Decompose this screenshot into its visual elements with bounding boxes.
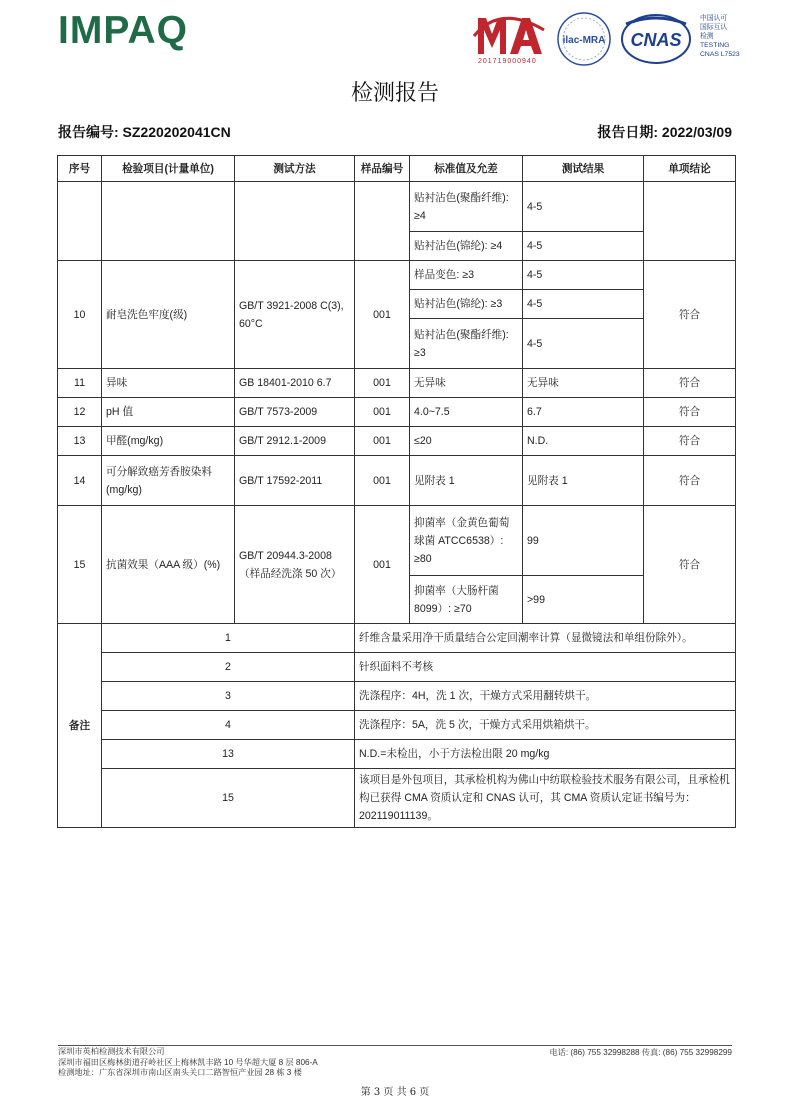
cell-sample: 001: [355, 369, 410, 398]
cell-sample: 001: [355, 506, 410, 624]
cell-standard: ≤20: [410, 427, 523, 456]
remark-row: [58, 769, 736, 828]
cell-standard: 贴衬沾色(锦纶): ≥4: [410, 232, 523, 261]
remark-text: 纤维含量采用净干质量结合公定回潮率计算（显微镜法和单组份除外）。: [355, 624, 736, 653]
footer-address-block: [58, 1047, 318, 1079]
cell-standard: 抑菌率（大肠杆菌 8099）: ≥70: [410, 576, 523, 624]
remark-no: 2: [102, 653, 355, 682]
remark-text: 洗涤程序：5A，洗 5 次，干燥方式采用烘箱烘干。: [355, 711, 736, 740]
cell-no: 14: [58, 456, 102, 506]
cell-result: 99: [523, 506, 644, 576]
remark-row: [58, 682, 736, 711]
method-line-2: （样品经洗涤 50 次）: [239, 567, 342, 580]
col-header-standard: 标准值及允差: [410, 156, 523, 182]
remark-no: 3: [102, 682, 355, 711]
cell-conclusion: 符合: [644, 506, 736, 624]
cnas-label: CNAS: [630, 30, 682, 50]
cell-result: 见附表 1: [523, 456, 644, 506]
cma-number: 201719000940: [478, 58, 537, 65]
col-header-conclusion: 单项结论: [644, 156, 736, 182]
cell-result: >99: [523, 576, 644, 624]
remark-no: 1: [102, 624, 355, 653]
cell-result: N.D.: [523, 427, 644, 456]
cell-method: GB/T 7573-2009: [235, 398, 355, 427]
cell-conclusion: 符合: [644, 456, 736, 506]
cell-standard: 抑菌率（金黄色葡萄球菌 ATCC6538）: ≥80: [410, 506, 523, 576]
cell-standard: 见附表 1: [410, 456, 523, 506]
report-number: 报告编号: SZ220202041CN: [58, 124, 231, 140]
footer-contact: 电话: (86) 755 32998288 传真: (86) 755 32998299: [549, 1048, 732, 1057]
remarks-label: 备注: [58, 624, 102, 828]
cell-item: [102, 182, 235, 261]
remark-no: 13: [102, 740, 355, 769]
cnas-logo: [622, 15, 690, 63]
cell-item: 可分解致癌芳香胺染料(mg/kg): [102, 456, 235, 506]
cell-result: 4-5: [523, 232, 644, 261]
cell-result: 4-5: [523, 182, 644, 232]
remark-row: [58, 624, 736, 653]
cell-method: GB/T 3921-2008 C(3), 60°C: [235, 261, 355, 369]
remark-text: N.D.=未检出，小于方法检出限 20 mg/kg: [355, 740, 736, 769]
cell-no: 13: [58, 427, 102, 456]
cell-result: 4-5: [523, 261, 644, 290]
col-header-item: 检验项目(计量单位): [102, 156, 235, 182]
page-number: 第 3 页 共 6 页: [360, 1087, 430, 1098]
cell-no: 11: [58, 369, 102, 398]
cell-method: [235, 506, 355, 624]
cell-method: GB/T 17592-2011: [235, 456, 355, 506]
cell-standard: 样品变色: ≥3: [410, 261, 523, 290]
remark-row: [58, 740, 736, 769]
remark-row: [58, 653, 736, 682]
cell-no: 10: [58, 261, 102, 369]
cell-conclusion: 符合: [644, 398, 736, 427]
table-row: [58, 182, 736, 232]
remark-row: [58, 711, 736, 740]
cell-item: 异味: [102, 369, 235, 398]
col-header-result: 测试结果: [523, 156, 644, 182]
cell-sample: 001: [355, 398, 410, 427]
footer-company: 深圳市英柏检测技术有限公司: [58, 1047, 165, 1056]
cell-sample: 001: [355, 261, 410, 369]
remark-no: 4: [102, 711, 355, 740]
cell-standard: 贴衬沾色(锦纶): ≥3: [410, 290, 523, 319]
col-header-method: 测试方法: [235, 156, 355, 182]
company-logo: IMPAQ: [58, 9, 188, 52]
cell-method: [235, 182, 355, 261]
cell-result: 4-5: [523, 290, 644, 319]
cell-item: 甲醛(mg/kg): [102, 427, 235, 456]
cnas-caption: 中国认可 国际互认 检测 TESTING CNAS L7523: [700, 15, 740, 58]
cell-no: [58, 182, 102, 261]
cell-standard: 贴衬沾色(聚酯纤维): ≥3: [410, 319, 523, 369]
cell-conclusion: 符合: [644, 427, 736, 456]
test-results-table: [57, 155, 736, 828]
method-line-1: GB/T 20944.3-2008: [239, 549, 332, 562]
cell-standard: 4.0~7.5: [410, 398, 523, 427]
cell-no: 12: [58, 398, 102, 427]
table-row: [58, 261, 736, 290]
remark-text: 针织面料不考核: [355, 653, 736, 682]
cell-standard: 贴衬沾色(聚酯纤维): ≥4: [410, 182, 523, 232]
footer-lab-address: 检测地址：广东省深圳市南山区南头关口二路智恒产业园 28 栋 3 楼: [58, 1068, 302, 1077]
cell-sample: 001: [355, 456, 410, 506]
cell-method: GB/T 2912.1-2009: [235, 427, 355, 456]
cell-sample: 001: [355, 427, 410, 456]
cell-sample: [355, 182, 410, 261]
table-row: [58, 456, 736, 506]
table-header-row: [58, 156, 736, 182]
cell-method: GB 18401-2010 6.7: [235, 369, 355, 398]
cell-no: 15: [58, 506, 102, 624]
report-date: 报告日期: 2022/03/09: [597, 124, 732, 140]
cell-conclusion: [644, 182, 736, 261]
cell-result: 6.7: [523, 398, 644, 427]
remark-text: 洗涤程序：4H，洗 1 次，干燥方式采用翻转烘干。: [355, 682, 736, 711]
cell-result: 4-5: [523, 319, 644, 369]
table-row: [58, 506, 736, 576]
ilac-label: ilac-MRA: [562, 35, 606, 46]
col-header-sample: 样品编号: [355, 156, 410, 182]
page-title: 检测报告: [350, 81, 439, 106]
cell-conclusion: 符合: [644, 261, 736, 369]
cell-item: 耐皂洗色牢度(级): [102, 261, 235, 369]
cma-logo: [474, 18, 544, 54]
table-row: [58, 427, 736, 456]
cell-item: 抗菌效果（AAA 级）(%): [102, 506, 235, 624]
footer-divider: [58, 1045, 732, 1046]
remark-no: 15: [102, 769, 355, 828]
ilac-mra-logo: [558, 13, 610, 65]
remark-text: 该项目是外包项目，其承检机构为佛山中纺联检验技术服务有限公司，且承检机构已获得 CMA 资质认定和 CNAS 认可，其 CMA 资质认定证书编号为：202119011139。: [355, 769, 736, 828]
cell-standard: 无异味: [410, 369, 523, 398]
col-header-no: 序号: [58, 156, 102, 182]
table-row: [58, 369, 736, 398]
cell-conclusion: 符合: [644, 369, 736, 398]
footer-address: 深圳市福田区梅林街道孖岭社区上梅林凯丰路 10 号华超大厦 8 层 806-A: [58, 1057, 318, 1067]
cell-result: 无异味: [523, 369, 644, 398]
cell-item: pH 值: [102, 398, 235, 427]
table-row: [58, 398, 736, 427]
